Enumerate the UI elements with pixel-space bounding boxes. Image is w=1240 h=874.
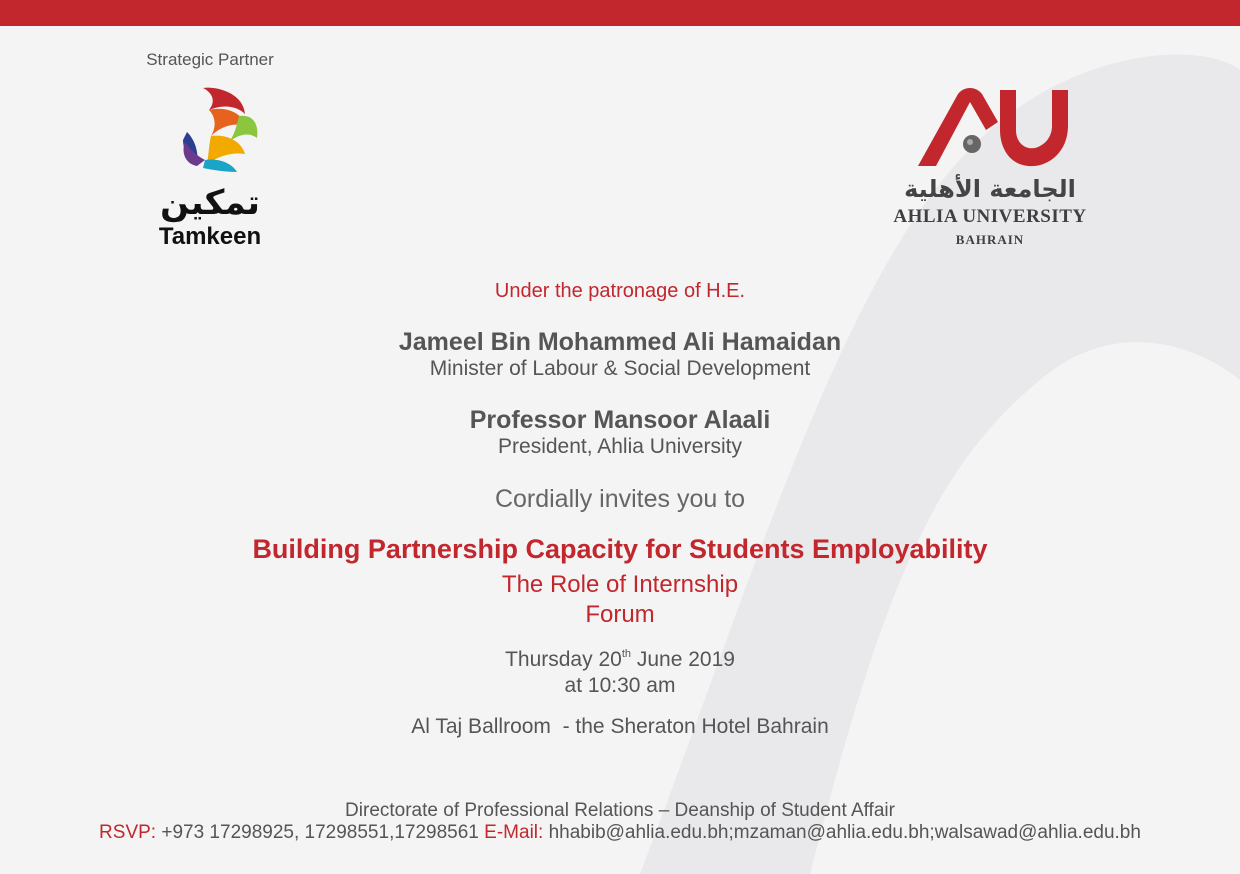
ahlia-au-logo-icon xyxy=(912,86,1072,172)
invitation-line: Cordially invites you to xyxy=(494,485,746,513)
event-time: at 10:30 am xyxy=(564,674,676,697)
event-title: Building Partnership Capacity for Students Employability xyxy=(252,534,988,564)
minister-title: Minister of Labour & Social Development xyxy=(429,357,811,380)
event-day-suffix: th xyxy=(621,648,631,660)
event-day-name: Thursday xyxy=(505,648,593,671)
directorate-line: Directorate of Professional Relations – Deanship of Student Affair xyxy=(345,800,895,821)
event-day-number: 20 xyxy=(598,648,622,671)
tamkeen-arabic-name: تمكين xyxy=(160,183,260,223)
email-label: E-Mail: xyxy=(484,822,544,843)
email-addresses[interactable]: hhabib@ahlia.edu.bh;mzaman@ahlia.edu.bh;walsawad@ahlia.edu.bh xyxy=(548,822,1141,843)
rsvp-phones: +973 17298925, 17298551,17298561 xyxy=(161,822,479,843)
contact-line xyxy=(0,822,1240,844)
minister-name: Jameel Bin Mohammed Ali Hamaidan xyxy=(398,328,842,356)
ahlia-arabic-name: الجامعة الأهلية xyxy=(904,175,1076,203)
event-month-year: June 2019 xyxy=(636,648,735,671)
event-subtitle: The Role of Internship xyxy=(501,571,739,598)
event-venue: Al Taj Ballroom - the Sheraton Hotel Bahrain xyxy=(411,715,829,738)
ahlia-country: BAHRAIN xyxy=(955,232,1025,247)
rsvp-label: RSVP: xyxy=(99,822,157,843)
patronage-line: Under the patronage of H.E. xyxy=(494,280,746,302)
president-title: President, Ahlia University xyxy=(498,435,742,458)
strategic-partner-label: Strategic Partner xyxy=(146,50,274,69)
president-name: Professor Mansoor Alaali xyxy=(469,406,771,434)
event-type: Forum xyxy=(585,601,655,628)
tamkeen-english-name: Tamkeen xyxy=(158,223,262,250)
ahlia-english-name: AHLIA UNIVERSITY xyxy=(893,206,1087,227)
event-date xyxy=(0,648,1240,672)
